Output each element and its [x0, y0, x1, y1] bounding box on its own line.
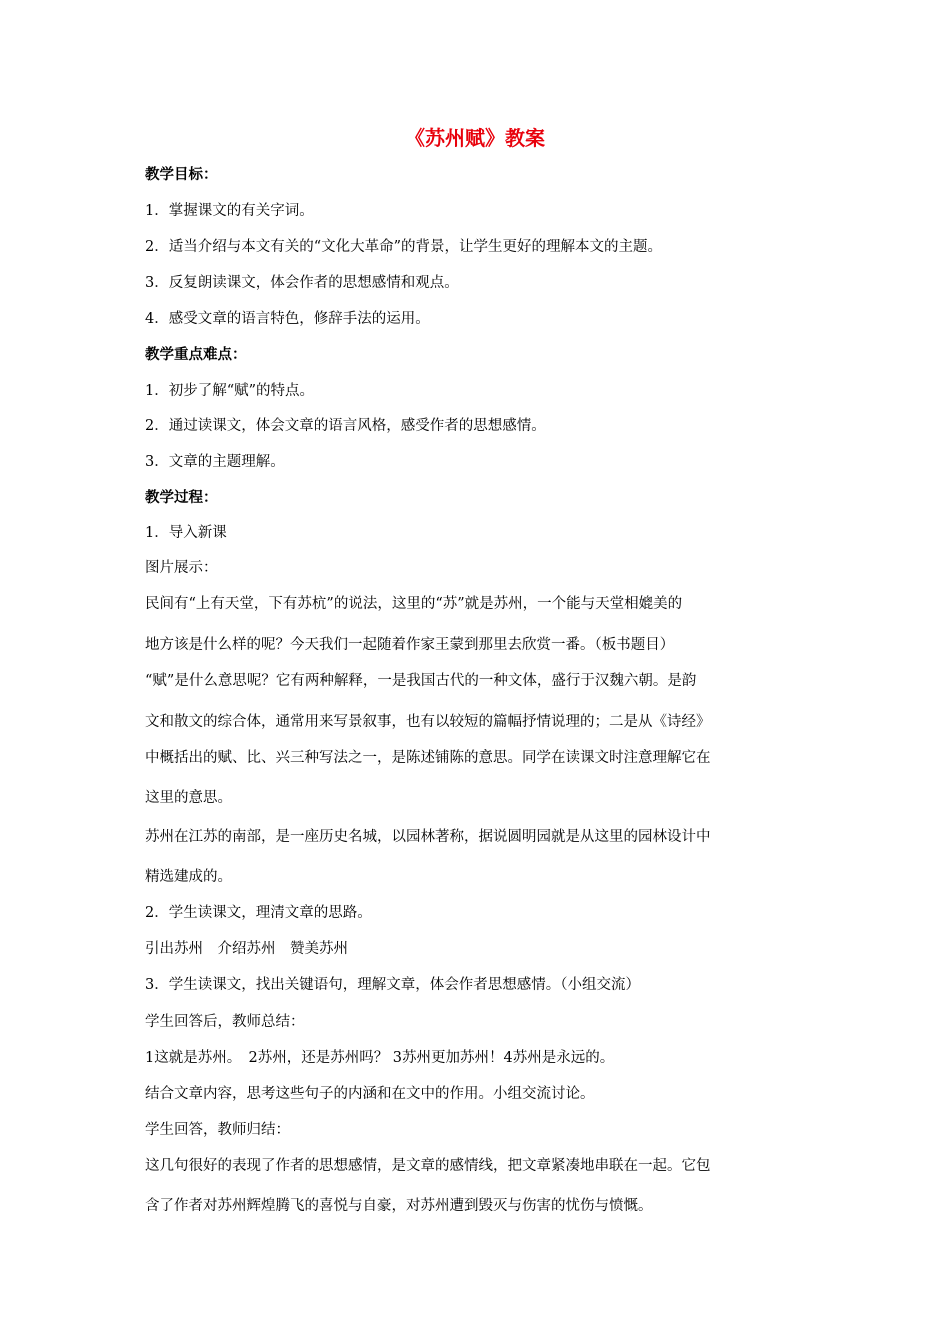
paragraph-line: 1．导入新课 [145, 525, 227, 541]
paragraph-line: 引出苏州 介绍苏州 赞美苏州 [145, 941, 348, 957]
paragraph-line: 地方该是什么样的呢？今天我们一起随着作家王蒙到那里去欣赏一番。（板书题目） [145, 637, 675, 653]
paragraph-line: 1．掌握课文的有关字词。 [145, 203, 314, 219]
paragraph-line: 结合文章内容，思考这些句子的内涵和在文中的作用。小组交流讨论。 [145, 1086, 595, 1102]
paragraph-line: 精选建成的。 [145, 869, 232, 885]
paragraph-line: 中概括出的赋、比、兴三种写法之一，是陈述铺陈的意思。同学在读课文时注意理解它在 [145, 750, 711, 766]
paragraph-line: 文和散文的综合体，通常用来写景叙事，也有以较短的篇幅抒情说理的；二是从《诗经》 [145, 714, 711, 730]
document-title: 《苏州赋》教案 [405, 126, 545, 150]
paragraph-line: 图片展示： [145, 560, 218, 576]
paragraph-line: 含了作者对苏州辉煌腾飞的喜悦与自豪，对苏州遭到毁灭与伤害的忧伤与愤慨。 [145, 1198, 653, 1214]
paragraph-line: 这几句很好的表现了作者的思想感情，是文章的感情线，把文章紧凑地串联在一起。它包 [145, 1158, 711, 1174]
paragraph-line: 3．学生读课文，找出关键语句，理解文章，体会作者思想感情。（小组交流） [145, 977, 640, 993]
paragraph-line: 学生回答后，教师总结： [145, 1014, 305, 1030]
section-heading: 教学目标： [145, 166, 218, 183]
paragraph-line: 1这就是苏州。 2苏州，还是苏州吗？ 3苏州更加苏州！4苏州是永远的。 [145, 1050, 615, 1066]
paragraph-line: 3．反复朗读课文，体会作者的思想感情和观点。 [145, 275, 459, 291]
paragraph-line: 民间有“上有天堂，下有苏杭”的说法，这里的“苏”就是苏州，一个能与天堂相媲美的 [145, 596, 683, 612]
paragraph-line: 1．初步了解“赋”的特点。 [145, 383, 315, 399]
paragraph-line: 2．学生读课文，理清文章的思路。 [145, 905, 372, 921]
paragraph-line: 学生回答，教师归结： [145, 1122, 290, 1138]
section-heading: 教学过程： [145, 489, 218, 506]
paragraph-line: 3．文章的主题理解。 [145, 454, 285, 470]
paragraph-line: 苏州在江苏的南部，是一座历史名城，以园林著称，据说圆明园就是从这里的园林设计中 [145, 829, 711, 845]
paragraph-line: 2．适当介绍与本文有关的“文化大革命”的背景，让学生更好的理解本文的主题。 [145, 239, 663, 255]
paragraph-line: “赋”是什么意思呢？它有两种解释，一是我国古代的一种文体，盛行于汉魏六朝。是韵 [145, 673, 697, 689]
paragraph-line: 4．感受文章的语言特色，修辞手法的运用。 [145, 311, 430, 327]
section-heading: 教学重点难点： [145, 346, 247, 363]
paragraph-line: 2．通过读课文，体会文章的语言风格，感受作者的思想感情。 [145, 418, 546, 434]
paragraph-line: 这里的意思。 [145, 790, 232, 806]
